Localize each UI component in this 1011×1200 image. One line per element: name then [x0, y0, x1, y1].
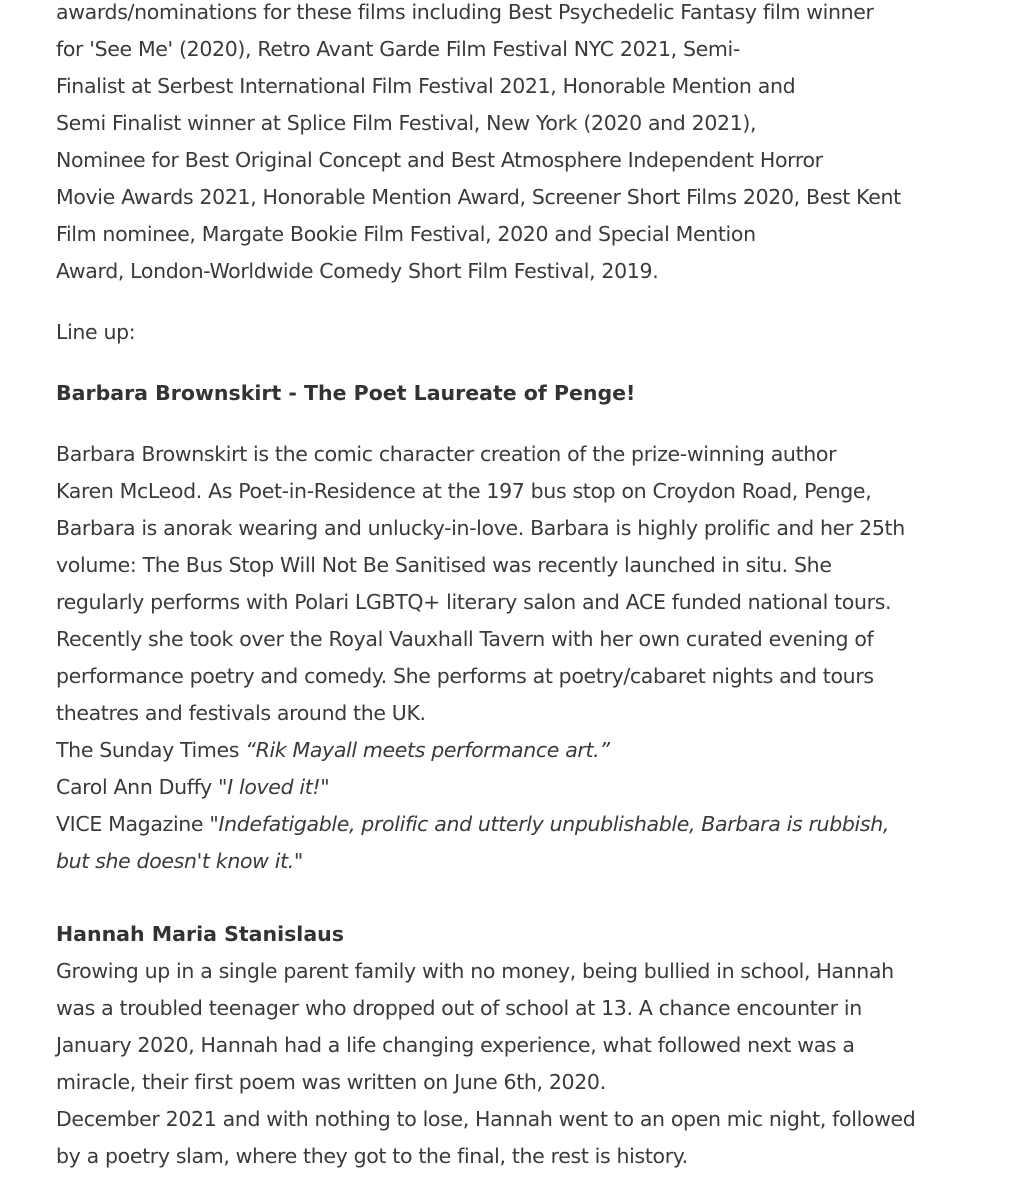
- review-line: [56, 806, 956, 843]
- barbara-reviews: [56, 732, 956, 880]
- barbara-bio: [56, 436, 956, 732]
- review-quote: “Rik Mayall meets performance art.”: [245, 738, 610, 762]
- barbara-bio-line: performance poetry and comedy. She performs at poetry/cabaret nights and tours: [56, 664, 874, 688]
- intro-line: Award, London-Worldwide Comedy Short Film Festival, 2019.: [56, 259, 659, 283]
- hannah-bio-line: miracle, their first poem was written on June 6th, 2020.: [56, 1070, 606, 1094]
- article-body: [56, 0, 956, 1175]
- review-quote: "Indefatigable, prolific and utterly unpublishable, Barbara is rubbish,: [209, 812, 890, 836]
- hannah-bio-line: by a poetry slam, where they got to the final, the rest is history.: [56, 1144, 688, 1168]
- barbara-bio-line: Barbara is anorak wearing and unlucky-in-love. Barbara is highly prolific and her 25th: [56, 516, 905, 540]
- hannah-bio-line: January 2020, Hannah had a life changing experience, what followed next was a: [56, 1033, 855, 1057]
- barbara-bio-line: Barbara Brownskirt is the comic character creation of the prize-winning author: [56, 442, 837, 466]
- lineup-label: Line up:: [56, 320, 136, 344]
- barbara-bio-line: Karen McLeod. As Poet-in-Residence at the 197 bus stop on Croydon Road, Penge,: [56, 479, 872, 503]
- review-source: Carol Ann Duffy: [56, 775, 212, 799]
- review-quote-continued: but she doesn't know it.": [56, 849, 304, 873]
- hannah-bio-line: December 2021 and with nothing to lose, Hannah went to an open mic night, followed: [56, 1107, 916, 1131]
- intro-paragraph: [56, 0, 956, 290]
- intro-line: Movie Awards 2021, Honorable Mention Award, Screener Short Films 2020, Best Kent: [56, 185, 901, 209]
- barbara-bio-line: regularly performs with Polari LGBTQ+ literary salon and ACE funded national tours.: [56, 590, 892, 614]
- barbara-bio-line: theatres and festivals around the UK.: [56, 701, 426, 725]
- review-line: [56, 769, 956, 806]
- review-source: The Sunday Times: [56, 738, 240, 762]
- intro-line: Film nominee, Margate Bookie Film Festival, 2020 and Special Mention: [56, 222, 756, 246]
- intro-line: Nominee for Best Original Concept and Best Atmosphere Independent Horror: [56, 148, 823, 172]
- hannah-bio-line: Growing up in a single parent family with no money, being bullied in school, Hannah: [56, 959, 894, 983]
- hannah-bio: [56, 953, 956, 1175]
- barbara-bio-line: Recently she took over the Royal Vauxhall Tavern with her own curated evening of: [56, 627, 874, 651]
- review-line: [56, 732, 956, 769]
- intro-line: for 'See Me' (2020), Retro Avant Garde Film Festival NYC 2021, Semi-: [56, 37, 740, 61]
- barbara-heading: Barbara Brownskirt - The Poet Laureate of Penge!: [56, 381, 636, 405]
- hannah-heading: Hannah Maria Stanislaus: [56, 922, 344, 946]
- intro-line: Semi Finalist winner at Splice Film Festival, New York (2020 and 2021),: [56, 111, 757, 135]
- hannah-bio-line: was a troubled teenager who dropped out of school at 13. A chance encounter in: [56, 996, 862, 1020]
- intro-line: Finalist at Serbest International Film Festival 2021, Honorable Mention and: [56, 74, 796, 98]
- intro-line: awards/nominations for these films including Best Psychedelic Fantasy film winner: [56, 0, 874, 24]
- review-source: VICE Magazine: [56, 812, 204, 836]
- barbara-bio-line: volume: The Bus Stop Will Not Be Sanitised was recently launched in situ. She: [56, 553, 832, 577]
- review-quote: "I loved it!": [218, 775, 330, 799]
